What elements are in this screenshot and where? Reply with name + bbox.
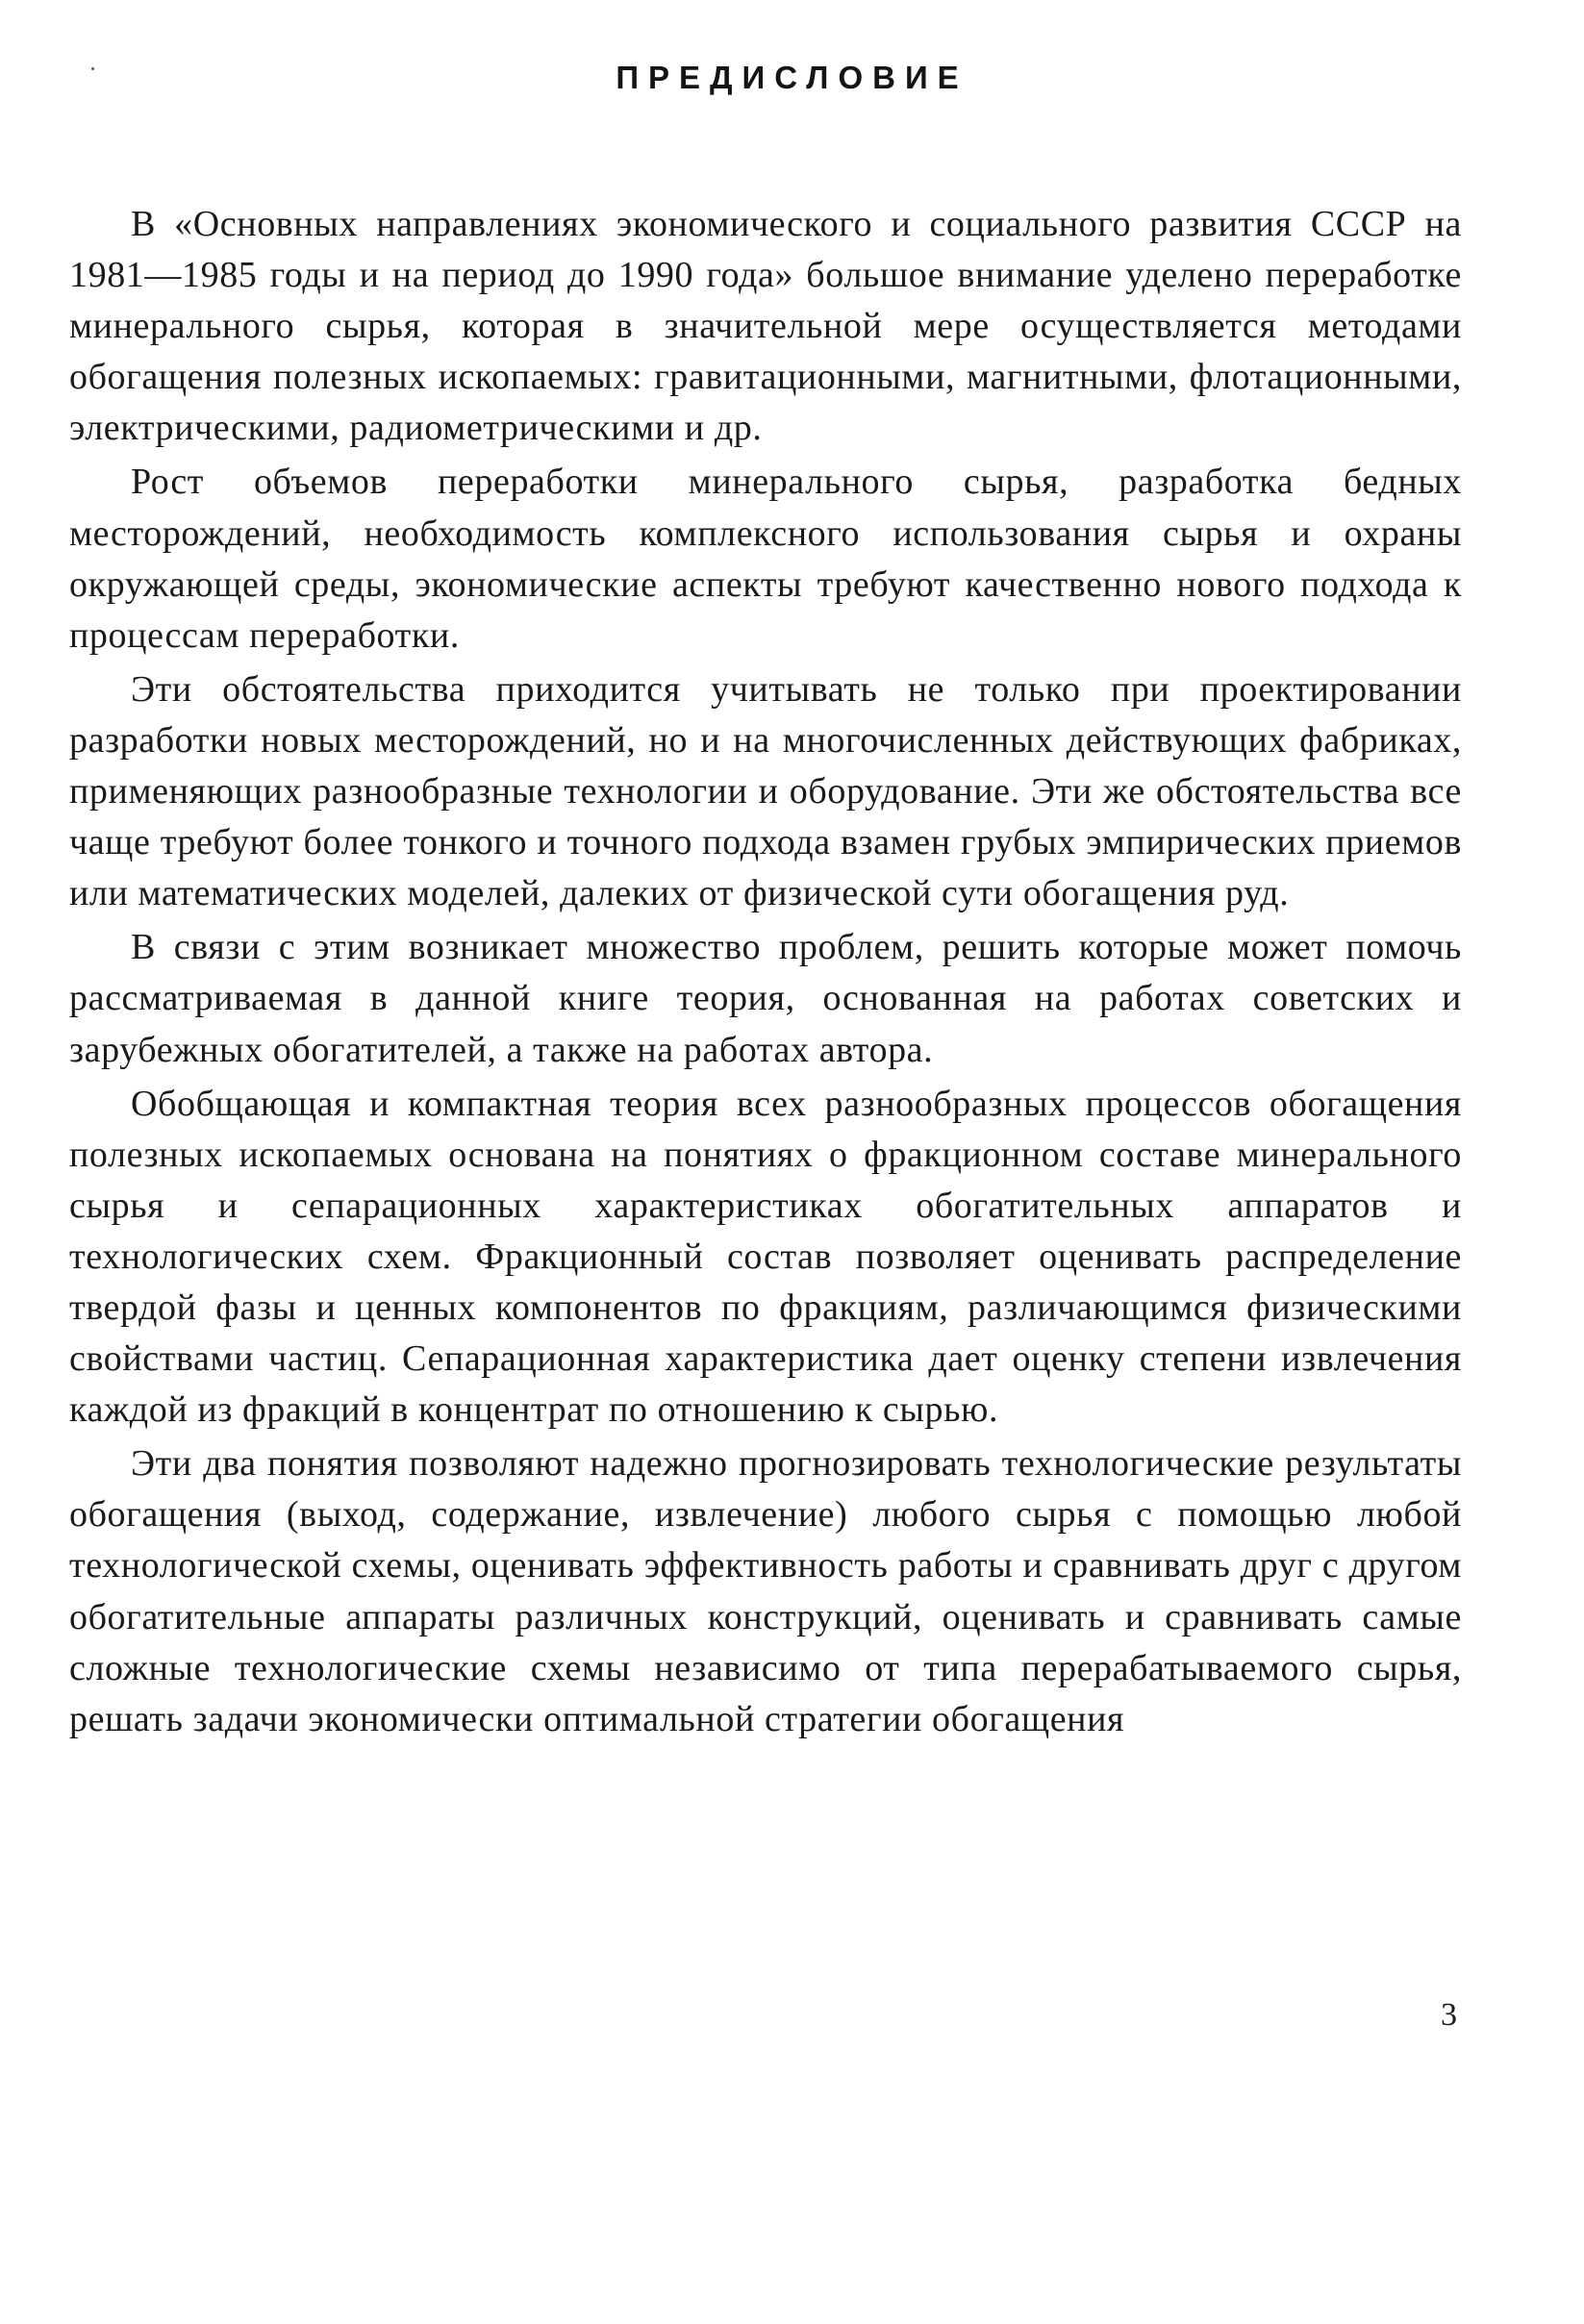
paragraph: Эти два понятия позволяют надежно прогнозировать технологические результаты обогащения (выход, содержание, извлечение) любого сырья с помощью любой технологической схемы, оценивать эффективность работы и сравнивать друг с другом обогатительные аппараты различных конструкций, оценивать и сравнивать самые сложные технологические схемы независимо от типа перерабатываемого сырья, решать задачи экономически оптимальной стратегии обогащения — [69, 1443, 1462, 1739]
paragraph: В «Основных направлениях экономического и социального развития СССР на 1981—1985 годы и на период до 1990 года» большое внимание уделено переработке минерального сырья, которая в значительной мере осуществляется методами обогащения полезных ископаемых: гравитационными, магнитными, флотационными, электрическими, радиометрическими и др. — [69, 204, 1462, 449]
page-number: 3 — [1441, 1997, 1457, 2033]
paragraph: Эти обстоятельства приходится учитывать не только при проектировании разработки новых месторождений, но и на многочисленных действующих фабриках, применяющих разнообразные технологии и оборудование. Эти же обстоятельства все чаще требуют более тонкого и точного подхода взамен грубых эмпирических приемов или математических моделей, далеких от физической сути обогащения руд. — [69, 668, 1462, 914]
paragraph: Рост объемов переработки минерального сырья, разработка бедных месторождений, необходимость комплексного использования сырья и охраны окружающей среды, экономические аспекты требуют качественно нового подхода к процессам переработки. — [69, 462, 1462, 656]
page-heading: ПРЕДИСЛОВИЕ — [616, 60, 968, 95]
paragraph: Обобщающая и компактная теория всех разнообразных процессов обогащения полезных ископаемых основана на понятиях о фракционном составе минерального сырья и сепарационных характеристиках обогатительных аппаратов и технологических схем. Фракционный состав позволяет оценивать распределение твердой фазы и ценных компонентов по фракциям, различающимся физическими свойствами частиц. Сепарационная характеристика дает оценку степени извлечения каждой из фракций в концентрат по отношению к сырью. — [69, 1083, 1462, 1431]
preface-body — [69, 199, 1462, 1748]
paragraph: В связи с этим возникает множество проблем, решить которые может помочь рассматриваемая в данной книге теория, основанная на работах советских и зарубежных обогатителей, а также на работах автора. — [69, 927, 1462, 1070]
